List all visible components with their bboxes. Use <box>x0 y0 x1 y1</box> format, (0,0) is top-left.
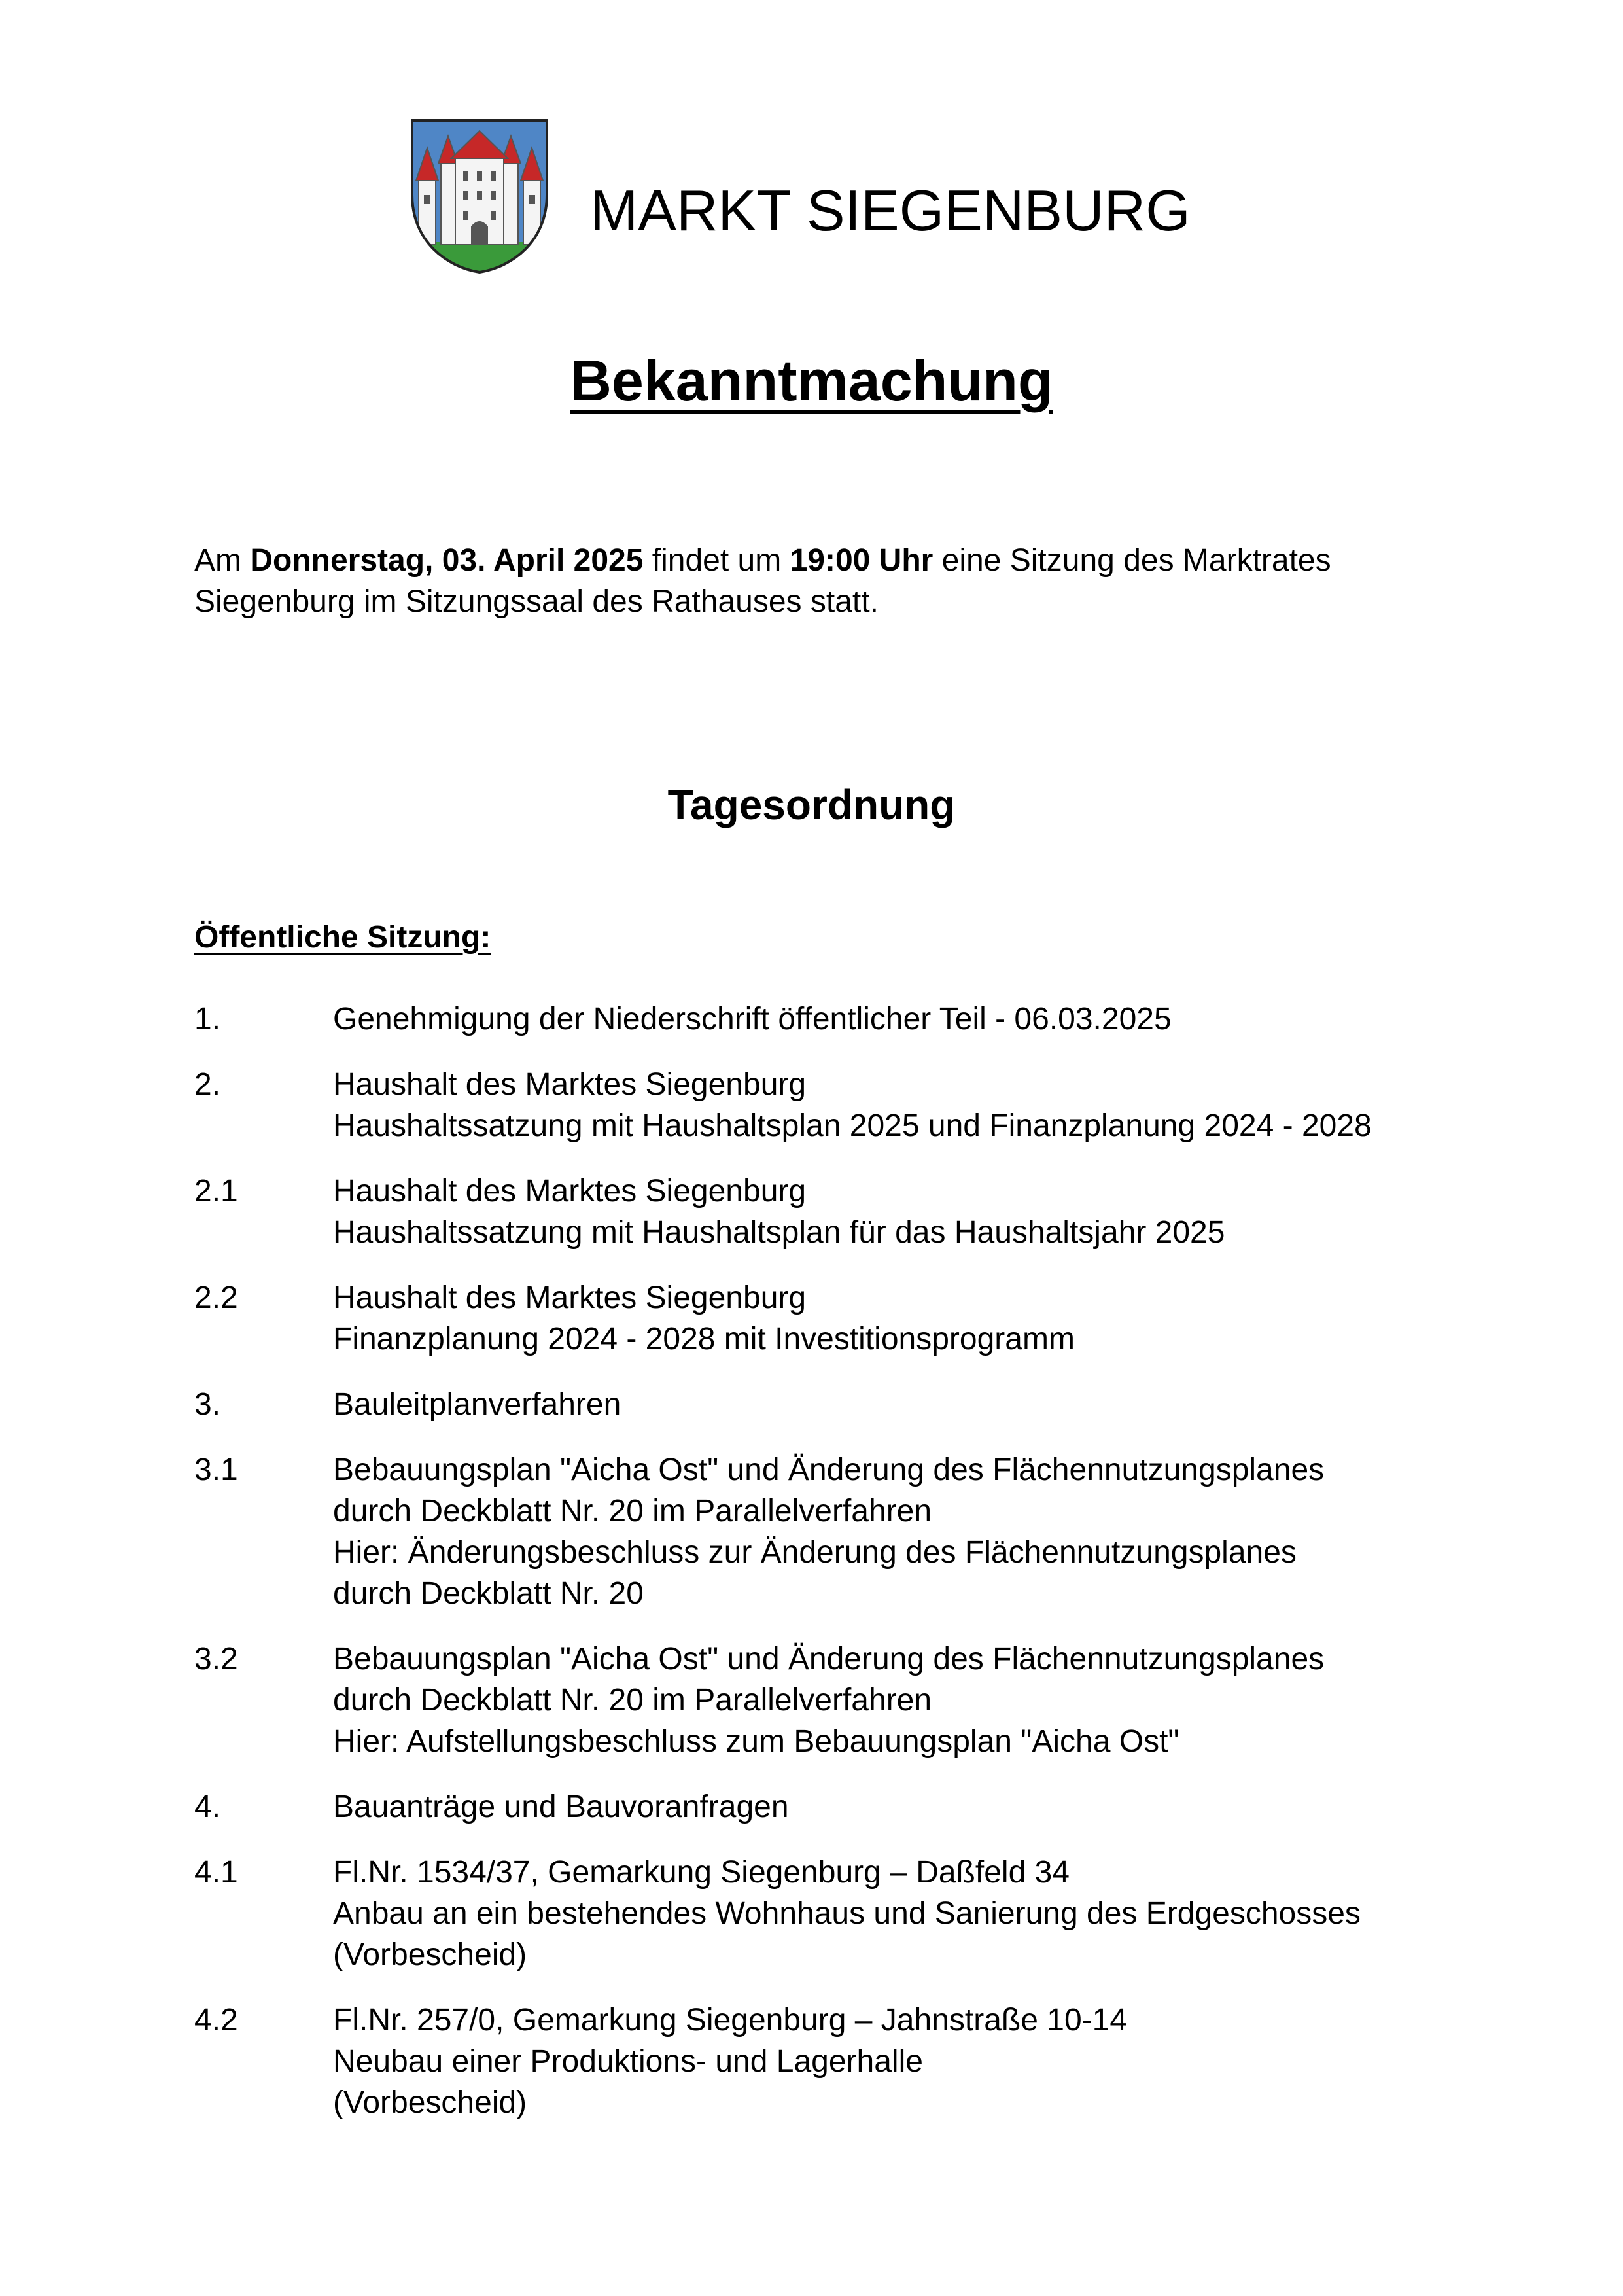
agenda-item-line: Genehmigung der Niederschrift öffentlicher Teil - 06.03.2025 <box>333 1002 1172 1036</box>
agenda-item-line: Bauleitplanverfahren <box>333 1387 621 1422</box>
agenda-item-line: Hier: Aufstellungsbeschluss zum Bebauungsplan "Aicha Ost" <box>333 1724 1179 1759</box>
agenda-item-number: 2.2 <box>194 1280 238 1315</box>
agenda-item-line: Bauanträge und Bauvoranfragen <box>333 1790 789 1824</box>
agenda-item-number: 3.1 <box>194 1453 238 1487</box>
agenda-item-number: 2. <box>194 1067 221 1102</box>
agenda-item-text <box>333 1638 1503 1762</box>
agenda-list <box>194 998 1503 2147</box>
agenda-item <box>194 2000 1503 2123</box>
agenda-item-line: Fl.Nr. 257/0, Gemarkung Siegenburg – Jahnstraße 10-14 <box>333 2003 1128 2038</box>
agenda-item <box>194 1638 1503 1762</box>
agenda-item-line: Haushalt des Marktes Siegenburg <box>333 1174 807 1209</box>
meeting-date: Donnerstag, 03. April 2025 <box>250 543 644 578</box>
agenda-item-line: Hier: Änderungsbeschluss zur Änderung des Flächennutzungsplanes <box>333 1535 1297 1570</box>
intro-text-3: eine Sitzung des Marktrates Siegenburg im Sitzungssaal des Rathauses statt. <box>194 543 1331 619</box>
meeting-time: 19:00 Uhr <box>790 543 934 578</box>
agenda-item-number: 4.1 <box>194 1855 238 1890</box>
agenda-item-text <box>333 1384 1503 1425</box>
agenda-item-number: 3.2 <box>194 1642 238 1676</box>
agenda-item <box>194 1171 1503 1253</box>
agenda-item-line: (Vorbescheid) <box>333 2085 527 2120</box>
agenda-item-text <box>333 1449 1503 1614</box>
agenda-item-line: Haushaltssatzung mit Haushaltsplan für das Haushaltsjahr 2025 <box>333 1215 1225 1250</box>
intro-text-2: findet um <box>643 543 790 578</box>
agenda-item-line: Anbau an ein bestehendes Wohnhaus und Sanierung des Erdgeschosses <box>333 1896 1361 1931</box>
agenda-item <box>194 998 1503 1040</box>
agenda-item-line: Bebauungsplan "Aicha Ost" und Änderung des Flächennutzungsplanes <box>333 1453 1325 1487</box>
document-title-text: Bekanntmachung <box>570 348 1053 413</box>
agenda-item <box>194 1786 1503 1828</box>
agenda-item-line: Haushalt des Marktes Siegenburg <box>333 1067 807 1102</box>
agenda-item-text <box>333 1277 1503 1360</box>
document-title <box>0 348 1623 414</box>
agenda-item-text <box>333 1064 1503 1146</box>
agenda-item-text <box>333 998 1503 1040</box>
intro-text-1: Am <box>194 543 251 578</box>
town-coat-of-arms-icon <box>408 116 551 275</box>
agenda-item <box>194 1449 1503 1614</box>
agenda-item-line: (Vorbescheid) <box>333 1937 527 1972</box>
agenda-item-number: 4. <box>194 1790 221 1824</box>
agenda-item <box>194 1064 1503 1146</box>
agenda-item-line: durch Deckblatt Nr. 20 im Parallelverfahren <box>333 1683 932 1718</box>
town-name: MARKT SIEGENBURG <box>590 178 1191 243</box>
agenda-item-text <box>333 1852 1503 1975</box>
agenda-item-number: 4.2 <box>194 2003 238 2038</box>
agenda-item <box>194 1852 1503 1975</box>
agenda-heading: Tagesordnung <box>667 781 956 828</box>
meeting-announcement <box>194 540 1470 622</box>
agenda-item-line: Bebauungsplan "Aicha Ost" und Änderung des Flächennutzungsplanes <box>333 1642 1325 1676</box>
agenda-item-line: Haushaltssatzung mit Haushaltsplan 2025 und Finanzplanung 2024 - 2028 <box>333 1108 1372 1143</box>
agenda-item-line: Neubau einer Produktions- und Lagerhalle <box>333 2044 923 2079</box>
agenda-item-number: 1. <box>194 1002 221 1036</box>
agenda-item-number: 3. <box>194 1387 221 1422</box>
agenda-item-text <box>333 1786 1503 1828</box>
public-session-heading: Öffentliche Sitzung: <box>194 920 491 955</box>
agenda-item-line: durch Deckblatt Nr. 20 im Parallelverfahren <box>333 1494 932 1528</box>
agenda-item-line: durch Deckblatt Nr. 20 <box>333 1576 644 1611</box>
agenda-item-line: Fl.Nr. 1534/37, Gemarkung Siegenburg – Daßfeld 34 <box>333 1855 1070 1890</box>
agenda-item-number: 2.1 <box>194 1174 238 1209</box>
agenda-item-text <box>333 2000 1503 2123</box>
agenda-item-line: Haushalt des Marktes Siegenburg <box>333 1280 807 1315</box>
agenda-item <box>194 1277 1503 1360</box>
agenda-item <box>194 1384 1503 1425</box>
agenda-item-line: Finanzplanung 2024 - 2028 mit Investitionsprogramm <box>333 1322 1075 1356</box>
agenda-item-text <box>333 1171 1503 1253</box>
